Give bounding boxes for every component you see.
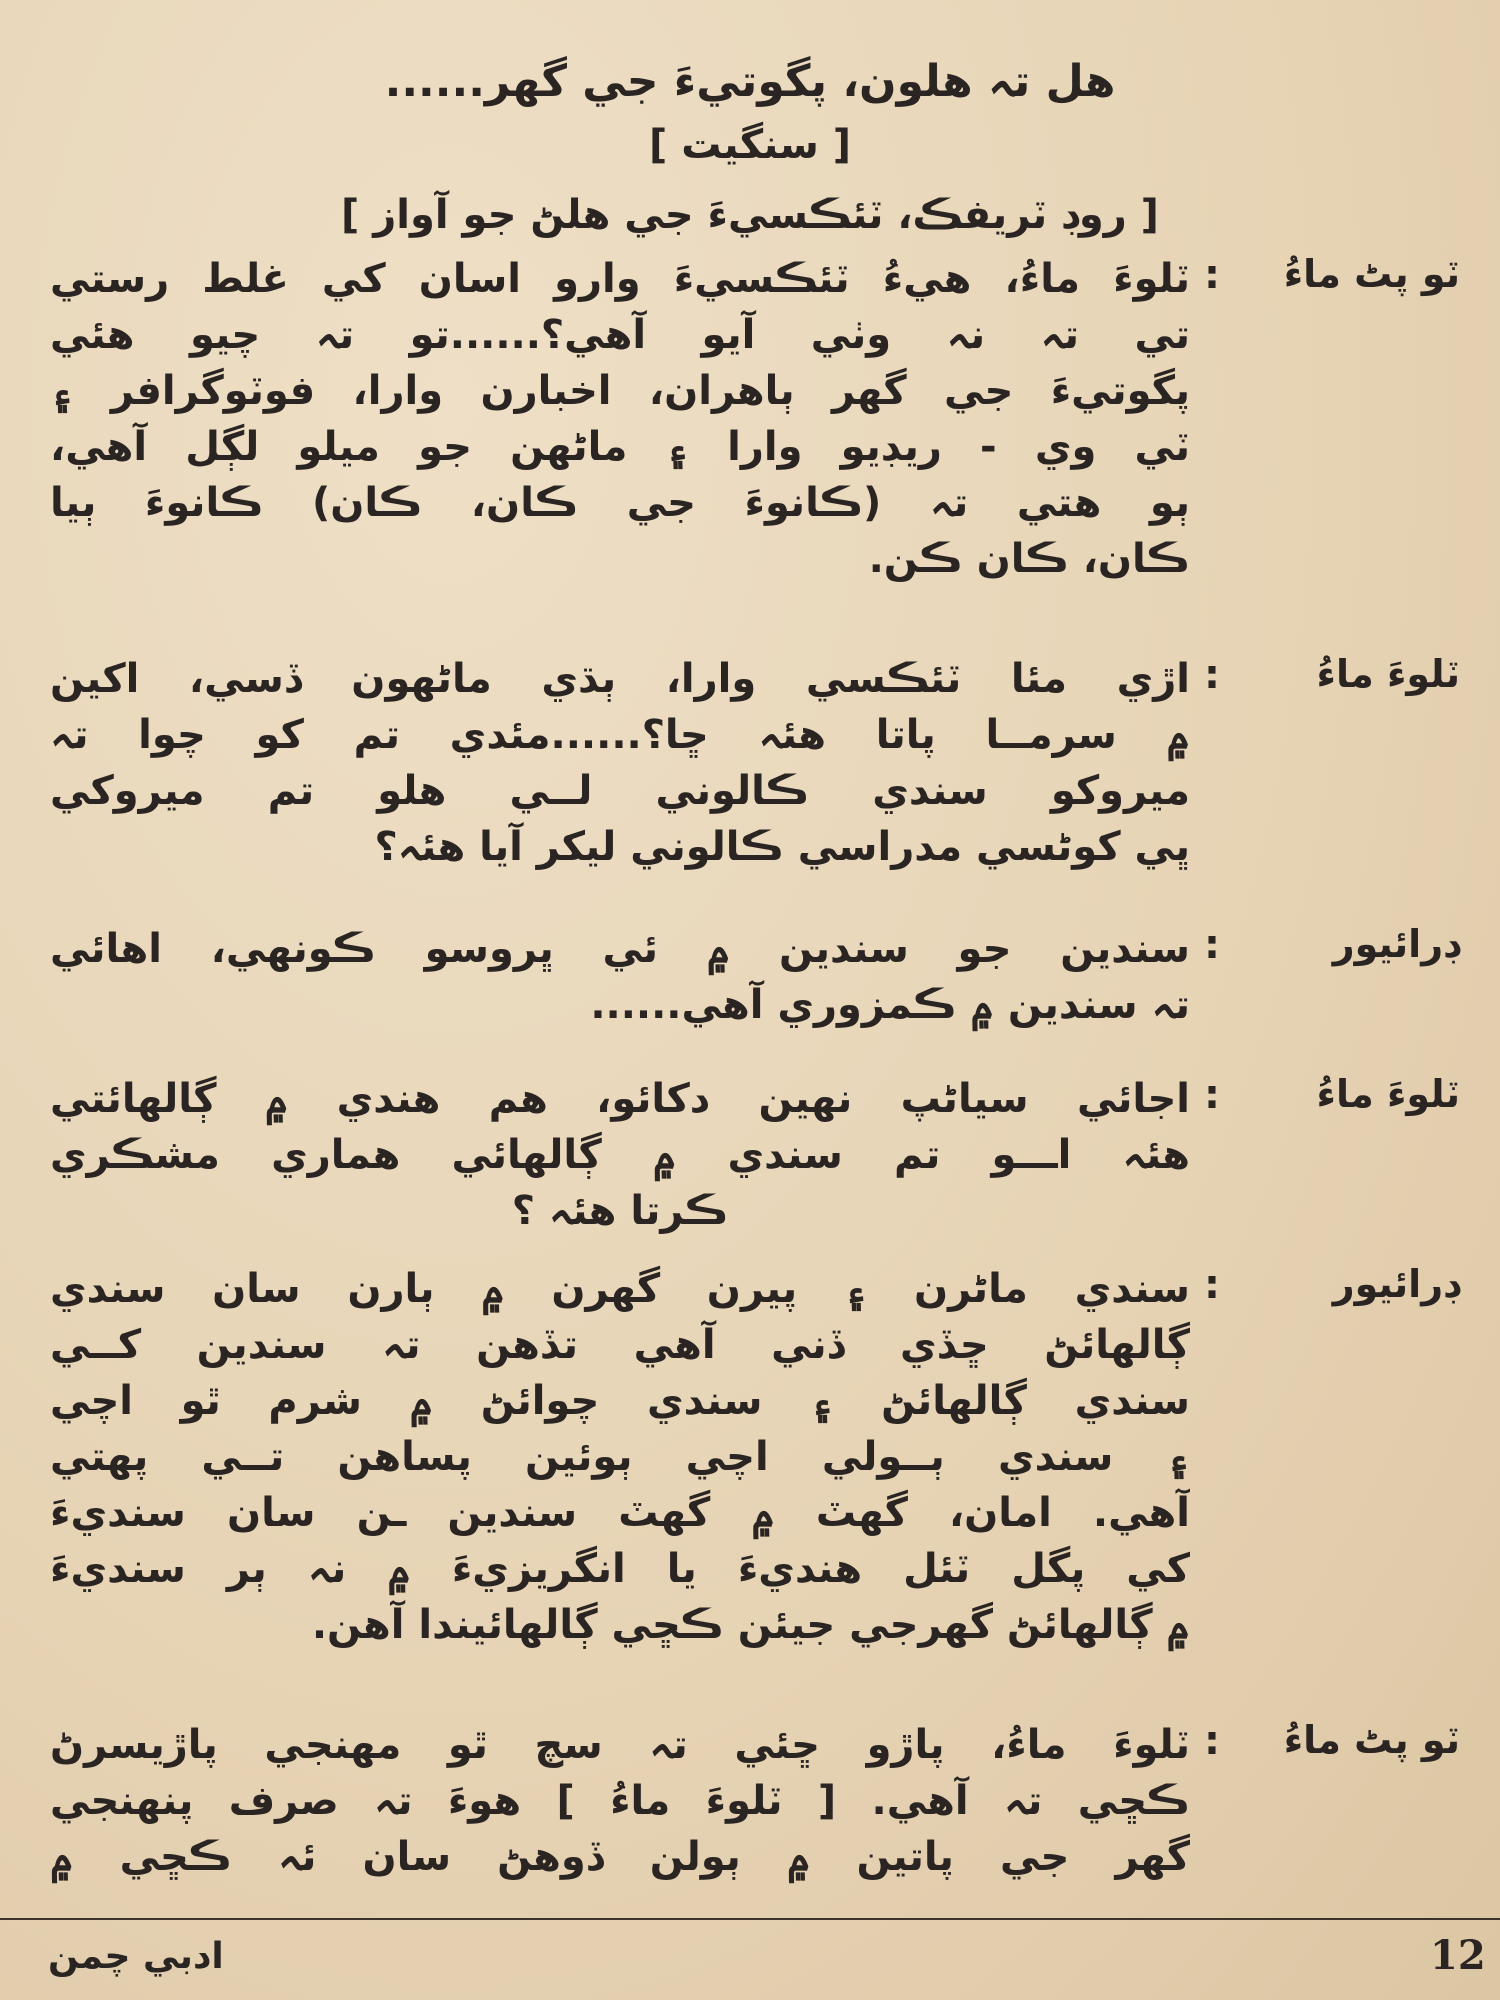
dialogue-line: ڳالھائڻ ڇڏي ڏني آھي تڏھن تہ سندين کــي <box>50 1322 1190 1368</box>
speaker-name: ٽو پٹ ماءُ <box>1283 252 1460 296</box>
footer-rule <box>0 1918 1500 1920</box>
speaker-name: ڊرائيور <box>1332 922 1460 966</box>
dialogue-line: ڪان، ڪان ڪن. <box>868 536 1190 582</box>
dialogue-line: ۾ ڳالھائڻ گھرجي جيئن ڪڇي ڳالھائيندا آھن. <box>311 1602 1190 1648</box>
dialogue-line: ڀي کوڻسي مدراسي ڪالوني ليکر آيا ھئہ؟ <box>374 824 1190 870</box>
speaker-colon: : <box>1204 252 1220 298</box>
dialogue-lines <box>50 1072 1190 1240</box>
publication-name: ادبي چمن <box>48 1936 224 1977</box>
dialogue-line: سندي ڳالھائڻ ۽ سندي چوائڻ ۾ شرم ٿو اچي <box>50 1378 1190 1424</box>
speaker-name: ٽو پٹ ماءُ <box>1283 1718 1460 1762</box>
dialogue-line: کي پگل ٽئل ھنديءَ يا انگريزيءَ ۾ نہ ٻر سنديءَ <box>50 1546 1190 1592</box>
speaker-colon: : <box>1204 1072 1220 1118</box>
dialogue-block <box>50 252 1460 592</box>
dialogue-line: تي تہ نہ وٺي آيو آھي؟......تو تہ چيو ھئي <box>50 312 1190 358</box>
speaker-name: ٽلوءَ ماءُ <box>1316 652 1460 696</box>
dialogue-line: سندين جو سندين ۾ ئي ڀروسو ڪونھي، اھائي <box>50 926 1190 972</box>
speaker-colon: : <box>1204 652 1220 698</box>
dialogue-line: ڪرتا ھئہ ؟ <box>511 1188 729 1234</box>
dialogue-lines <box>50 1718 1190 1886</box>
dialogue-block <box>50 922 1460 1042</box>
dialogue-line: ميروکو سندي ڪالوني لــي ھلو تم ميروکي <box>50 768 1190 814</box>
dialogue-line: ٽي وي - ريڊيو وارا ۽ ماڻھن جو ميلو لڳل آھي، <box>50 424 1190 470</box>
dialogue-lines <box>50 922 1190 1034</box>
speaker-name: ٽلوءَ ماءُ <box>1316 1072 1460 1116</box>
speaker-colon: : <box>1204 1718 1220 1764</box>
dialogue-line: ھئہ اـــو تم سندي ۾ ڳالھائي ھماري مشڪري <box>50 1132 1190 1178</box>
dialogue-lines <box>50 252 1190 588</box>
dialogue-line: اڙي مئا ٽئڪسي وارا، ٻڌي ماڻھون ڏسي، اکين <box>50 656 1190 702</box>
speaker-colon: : <box>1204 1262 1220 1308</box>
dialogue-block <box>50 1262 1460 1662</box>
dialogue-line: گھر جي پاتين ۾ ٻولن ڏوھڻ سان ئہ ڪڇي ۾ <box>50 1834 1190 1880</box>
page-title: ھل تہ ھلون، پگوتيءَ جي گھر...... <box>384 56 1116 107</box>
page-number: 12 <box>1430 1932 1486 1979</box>
speaker-colon: : <box>1204 922 1220 968</box>
dialogue-line: ٽلوءَ ماءُ، ھيءُ ٽئڪسيءَ وارو اسان کي غلط رستي <box>50 256 1190 302</box>
dialogue-lines <box>50 1262 1190 1654</box>
dialogue-line: ۾ سرمــا پاتا ھئہ ڇا؟......مئدي تم کو چوا تہ <box>50 712 1190 758</box>
dialogue-block <box>50 1072 1460 1242</box>
dialogue-line: ٻو ھتي تہ (ڪانوءَ جي ڪان، ڪان) ڪانوءَ ٻيا <box>50 480 1190 526</box>
dialogue-line: سندي ماڻرن ۽ پيرن گھرن ۾ ٻارن سان سندي <box>50 1266 1190 1312</box>
dialogue-line: ۽ سندي ٻــولي اچي ٻوئين پساھن تــي پھتي <box>50 1434 1190 1480</box>
dialogue-line: پگوتيءَ جي گھر ٻاھران، اخبارن وارا، فوٽوگرافر ۽ <box>50 368 1190 414</box>
dialogue-line: ٽلوءَ ماءُ، پاڙو ڇئي تہ سچ ٿو مھنجي پاڙيسرڻ <box>50 1722 1190 1768</box>
speaker-name: ڊرائيور <box>1332 1262 1460 1306</box>
dialogue-block <box>50 652 1460 882</box>
dialogue-line: اجائي سياڻپ نھين دکائو، ھم ھندي ۾ ڳالھائتي <box>50 1076 1190 1122</box>
dialogue-line: آھي. امان، گھٽ ۾ گھٽ سندين ـن سان سنديءَ <box>50 1490 1190 1536</box>
dialogue-line: ڪڇي تہ آھي. [ ٽلوءَ ماءُ ] ھوءَ تہ صرف پنھنجي <box>50 1778 1190 1824</box>
dialogue-block <box>50 1718 1460 1898</box>
stage-direction: [ روڊ ٽريفڪ، ٽئڪسيءَ جي ھلڻ جو آواز ] <box>341 192 1159 238</box>
section-heading: [ سنگيت ] <box>648 122 851 168</box>
dialogue-lines <box>50 652 1190 876</box>
dialogue-line: تہ سندين ۾ ڪمزوري آھي...... <box>590 982 1190 1028</box>
